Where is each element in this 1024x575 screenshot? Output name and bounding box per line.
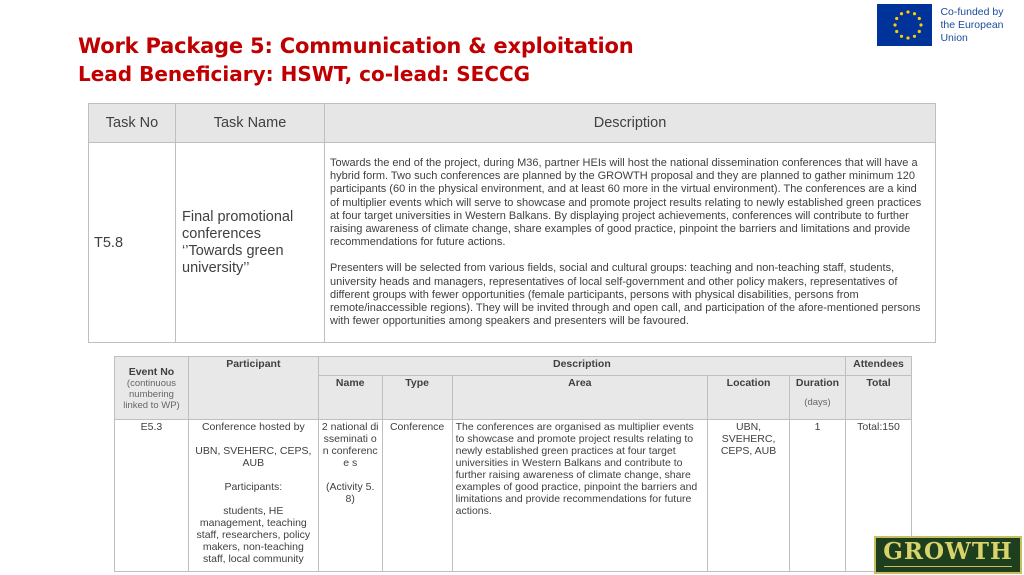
header-type: Type [382,376,452,420]
header-total: Total [845,376,911,420]
page-subtitle: Lead Beneficiary: HSWT, co-lead: SECCG [78,62,531,86]
header-event-no [115,357,189,420]
participant-host-label: Conference hosted by [201,421,305,433]
task-name-cell: Final promotional conferences ‘’Towards green university’’ [176,143,325,343]
task-table [88,103,936,343]
event-table [114,356,912,572]
location-cell: UBN, SVEHERC, CEPS, AUB [708,420,790,572]
description-paragraph-2: Presenters will be selected from various fields, social and cultural groups: teaching and non-teaching staff, students, university heads and managers, representatives of local self-government and other policy makers, representatives of different groups with fewer opportunities (female participants, persons with physical disabilities, persons from remote/inaccessible regions). They will be invited through and open call, and participation of the afore-mentioned persons with fewer opportunities among speakers and presenters will be favoured. [330,262,921,328]
page-title: Work Package 5: Communication & exploitation [78,34,634,58]
table-row [89,143,936,343]
header-name: Name [318,376,382,420]
eu-text-line1: Co-funded by [940,5,1004,18]
header-participant: Participant [188,357,318,420]
duration-label: Duration [795,377,840,389]
eu-text-line2: the European Union [940,18,1004,44]
growth-logo-underline [884,566,1012,571]
participants-label: Participants: [224,481,283,493]
participants-list: students, HE management, teaching staff, researchers, policy makers, non-teaching staff, local community [196,505,311,565]
header-attendees: Attendees [845,357,911,376]
eu-cofunded-text [940,6,1024,45]
duration-cell: 1 [790,420,846,572]
header-duration [790,376,846,420]
growth-logo [874,536,1022,574]
task-no-cell: T5.8 [89,143,176,343]
eu-flag-icon [877,4,932,46]
task-table-header [89,104,936,143]
growth-logo-text: GROWTH [883,538,1013,565]
header-location: Location [708,376,790,420]
total-cell: Total:150 [845,420,911,572]
event-no-label: Event No [128,365,175,378]
type-cell: Conference [382,420,452,572]
event-no-note: (continuous numbering linked to WP) [123,377,180,411]
name-cell [318,420,382,572]
header-area: Area [452,376,707,420]
description-paragraph-1: Towards the end of the project, during M36, partner HEIs will host the national dissemination conferences that will have a hybrid form. Two such conferences are planned by the GROWTH proposal and they are planned to gather minimum 120 participants (60 in the physical environment, and at least 60 more in the virtual environment). The conferences are a kind of multiplier events which will serve to showcase and promote project results relating to newly established green practices at four target universities in Western Balkans. By displaying project achievements, conferences will contribute to further raising awareness of climate change, share examples of good practice, pinpoint the barriers and limitations and provide recommendations for future actions. [330,157,922,249]
event-no-cell: E5.3 [115,420,189,572]
header-task-no: Task No [89,104,176,143]
duration-unit: (days) [804,397,831,408]
eu-cofunded-logo [877,4,1024,46]
task-description-cell [325,143,936,343]
area-cell: The conferences are organised as multiplier events to showcase and promote project results relating to newly established green practices at four target universities in Western Balkans and contribute to further raising awareness of climate change, share examples of good practice, pinpoint the barriers and limitations and provide recommendations for future actions. [452,420,707,572]
participant-cell [188,420,318,572]
header-description: Description [325,104,936,143]
event-activity: (Activity 5.8) [325,481,375,505]
participant-hosts: UBN, SVEHERC, CEPS, AUB [195,445,312,469]
table-row [115,420,912,572]
header-task-name: Task Name [176,104,325,143]
event-name: 2 national disseminati on conference s [321,421,379,469]
event-table-header-row-1 [115,357,912,376]
header-description: Description [318,357,845,376]
